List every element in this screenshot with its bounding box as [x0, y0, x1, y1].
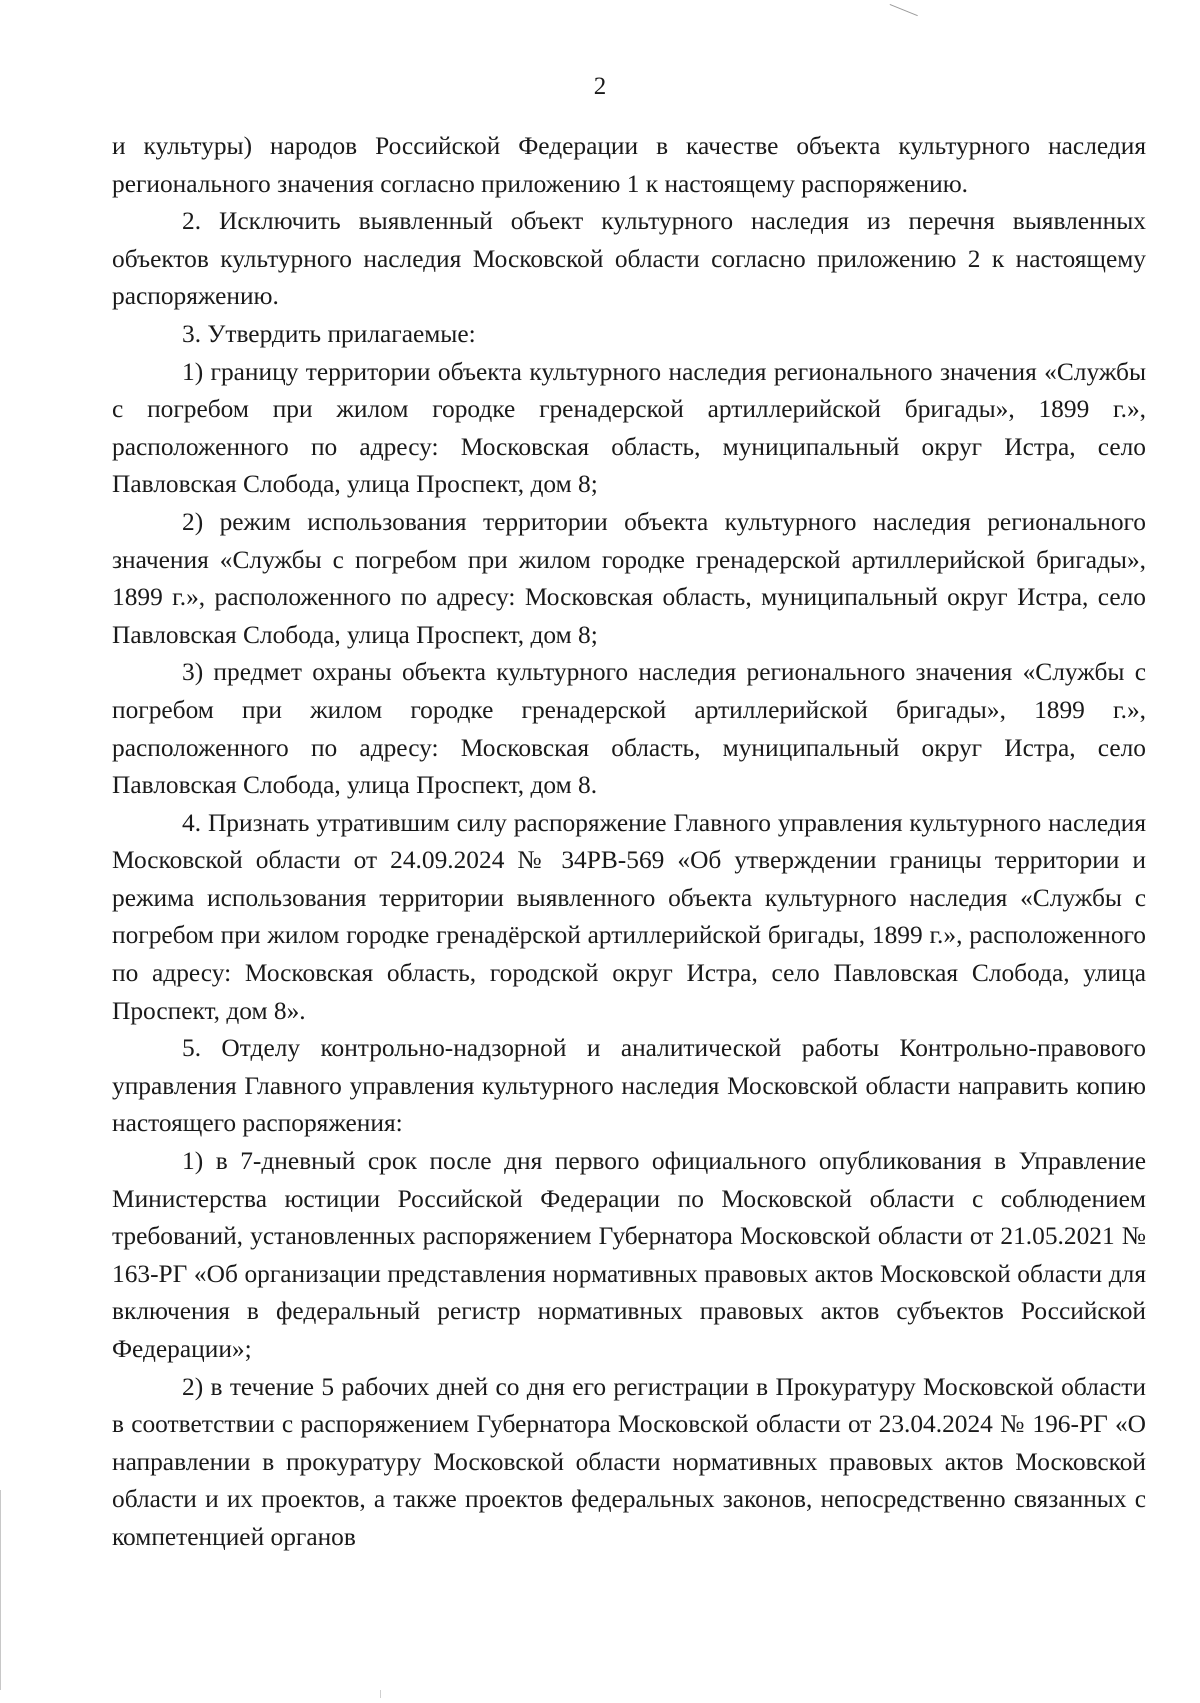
subitem-5-2: 2) в течение 5 рабочих дней со дня его регистрации в Прокуратуру Московской области в соответствии с распоряжением Губернатора Московской области от 23.04.2024 № 196-РГ «О направлении в прокуратуру Московской области нормативных правовых актов Московской области и их проектов, а также проектов федеральных законов, непосредственно связанных с компетенцией органов — [112, 1372, 1146, 1551]
scan-artifact-dot — [380, 1690, 381, 1698]
paragraph-item-5: 5. Отделу контрольно-надзорной и аналитической работы Контрольно-правового управления Главного управления культурного наследия Московской области направить копию настоящего распоряжения: — [112, 1034, 1146, 1138]
subitem-3-1: 1) границу территории объекта культурного наследия регионального значения «Службы с погребом при жилом городке гренадерской артиллерийской бригады», 1899 г.», расположенного по адресу: Московская область, муниципальный округ Истра, село Павловская Слобода, улица Проспект, дом 8; — [112, 357, 1146, 499]
paragraph-item-2: 2. Исключить выявленный объект культурного наследия из перечня выявленных объектов культурного наследия Московской области согласно приложению 2 к настоящему распоряжению. — [112, 207, 1146, 311]
document-body — [112, 128, 1146, 1557]
scan-artifact-left-edge — [0, 1490, 1, 1690]
paragraph-continuation: и культуры) народов Российской Федерации в качестве объекта культурного наследия регионального значения согласно приложению 1 к настоящему распоряжению. — [112, 132, 1146, 198]
paragraph-item-4: 4. Признать утратившим силу распоряжение Главного управления культурного наследия Московской области от 24.09.2024 № 34РВ-569 «Об утверждении границы территории и режима использования территории выявленного объекта культурного наследия «Службы с погребом при жилом городке гренадёрской артиллерийской бригады, 1899 г.», расположенного по адресу: Московская область, городской округ Истра, село Павловская Слобода, улица Проспект, дом 8». — [112, 808, 1146, 1025]
page-number: 2 — [593, 73, 607, 100]
paragraph-item-3: 3. Утвердить прилагаемые: — [182, 319, 476, 348]
subitem-3-3: 3) предмет охраны объекта культурного наследия регионального значения «Службы с погребом при жилом городке гренадерской артиллерийской бригады», 1899 г.», расположенного по адресу: Московская область, муниципальный округ Истра, село Павловская Слобода, улица Проспект, дом 8. — [112, 658, 1146, 800]
subitem-5-1: 1) в 7-дневный срок после дня первого официального опубликования в Управление Министерства юстиции Российской Федерации по Московской области с соблюдением требований, установленных распоряжением Губернатора Московской области от 21.05.2021 № 163-РГ «Об организации представления нормативных правовых актов Московской области для включения в федеральный регистр нормативных правовых актов субъектов Российской Федерации»; — [112, 1147, 1146, 1363]
subitem-3-2: 2) режим использования территории объекта культурного наследия регионального значения «Службы с погребом при жилом городке гренадерской артиллерийской бригады», 1899 г.», расположенного по адресу: Московская область, муниципальный округ Истра, село Павловская Слобода, улица Проспект, дом 8; — [112, 507, 1146, 649]
scan-artifact-corner — [890, 4, 918, 16]
